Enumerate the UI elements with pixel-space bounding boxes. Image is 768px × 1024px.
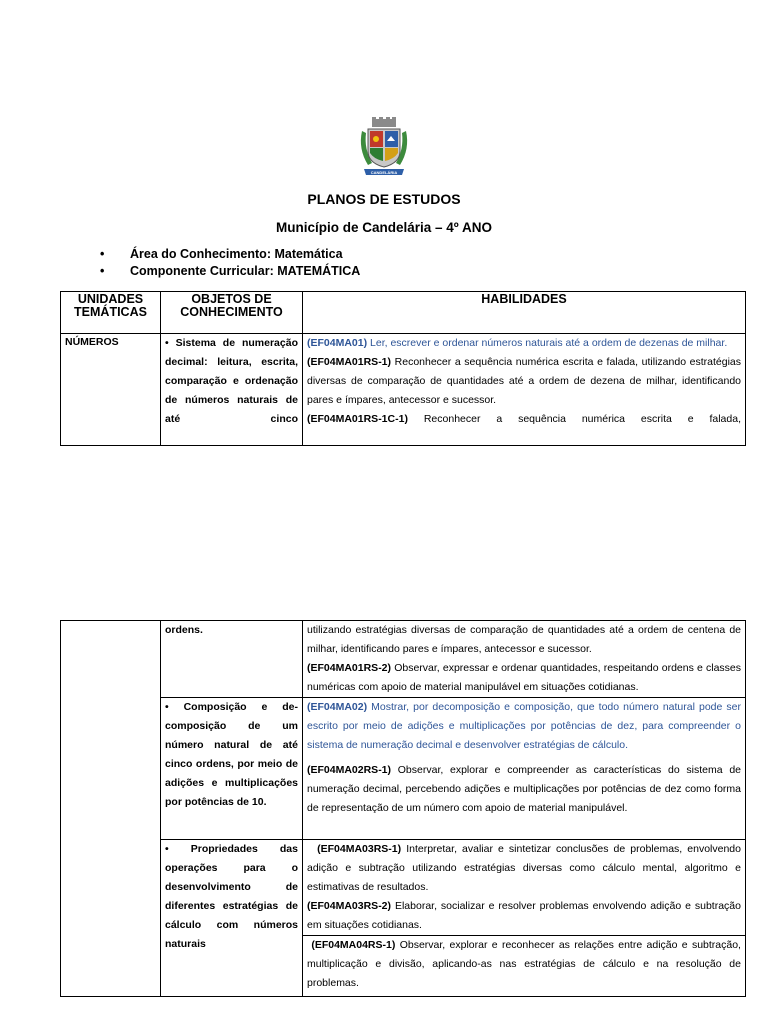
unit-cell: NÚMEROS: [61, 334, 161, 446]
object-cell: [161, 334, 303, 446]
curriculum-table-page1: [60, 291, 746, 446]
table-row: [61, 840, 746, 997]
skill-ef04ma01rs-1c-1: (EF04MA01RS-1C-1) Reconhecer a sequência numérica escrita e falada,: [307, 413, 741, 425]
skill-ef04ma03rs-2: (EF04MA03RS-2) Elaborar, socializar e resolver problemas envolvendo adição e subtração em situações cotidianas.: [307, 900, 741, 931]
skills-cell: [303, 840, 746, 997]
object-text: • Composição e de- composição de um número natural de até cinco ordens, por meio de adições e multiplicações por potências de 10.: [165, 701, 298, 808]
info-list: [100, 246, 360, 280]
page-subtitle: Município de Candelária – 4º ANO: [276, 220, 492, 235]
skill-ef04ma04rs-1: (EF04MA04RS-1) Observar, explorar e reconhecer as relações entre adição e subtração, multiplicação e divisão, aplicando-as nas estratégias de cálculo e na resolução de problemas.: [307, 939, 741, 989]
object-text: • Propriedades das operações para o desenvolvimento de diferentes estratégias de cálculo com números naturais: [165, 843, 298, 950]
skills-cell: [303, 621, 746, 698]
table-row: [61, 621, 746, 698]
table-row: [61, 334, 746, 446]
skill-ef04ma01rs-2: (EF04MA01RS-2) Observar, expressar e ordenar quantidades, respeitando ordens e classes numéricas com apoio de material manipulável em situações cotidianas.: [307, 662, 742, 693]
table-row: [61, 698, 746, 840]
object-cell-continued: [161, 621, 303, 698]
crest-banner-text: CANDELÁRIA: [370, 170, 398, 175]
curriculum-table-page2: [60, 620, 746, 997]
skills-cell: [303, 698, 746, 840]
skills-cell: [303, 334, 746, 446]
info-item-component: • Componente Curricular: MATEMÁTICA: [100, 264, 361, 278]
unit-cell-continued: [61, 621, 161, 997]
info-item-area: • Área do Conhecimento: Matemática: [100, 247, 343, 261]
skill-ef04ma02rs-1: (EF04MA02RS-1) Observar, explorar e compreender as características do sistema de numeração decimal, percebendo adições e multiplicações por potências de dez como forma de representação de um número com apoio de material manipulável.: [307, 764, 742, 814]
table-header-row: [61, 292, 746, 334]
municipal-coat-of-arms: [358, 117, 410, 179]
skill-ef04ma01rs-1: (EF04MA01RS-1) Reconhecer a sequência numérica escrita e falada, utilizando estratégias diversas de comparação de quantidades até a ordem de dezena de milhar, identificando pares e ímpares, antecessor e sucessor.: [307, 356, 741, 406]
skill-ef04ma01rs-1c-1-continued: utilizando estratégias diversas de comparação de quantidades até a ordem de centena de milhar, identificando pares e ímpares, antecessor e sucessor.: [307, 624, 741, 655]
page-title: PLANOS DE ESTUDOS: [307, 191, 461, 207]
skill-ef04ma03rs-1: (EF04MA03RS-1) Interpretar, avaliar e sintetizar conclusões de problemas, envolvendo adição e subtração utilizando estratégias diversas como cálculo mental, algoritmo e estimativas de resultados.: [307, 843, 741, 893]
object-cell: [161, 698, 303, 840]
object-cell: [161, 840, 303, 997]
skill-ef04ma02: (EF04MA02) Mostrar, por decomposição e composição, que todo número natural pode ser escrito por meio de adições e multiplicações por potências de dez, para compreender o sistema de numeração decimal e desenvolver estratégias de cálculo.: [307, 701, 741, 751]
header-unidades: UNIDADES TEMÁTICAS: [61, 292, 161, 334]
header-objetos: OBJETOS DE CONHECIMENTO: [161, 292, 303, 334]
header-habilidades: HABILIDADES: [303, 292, 746, 334]
skill-ef04ma01: (EF04MA01) Ler, escrever e ordenar números naturais até a ordem de dezenas de milhar.: [307, 337, 728, 349]
object-text: • Sistema de numeração decimal: leitura, escrita, comparação e ordenação de números naturais de até cinco: [165, 337, 298, 425]
object-text: ordens.: [165, 624, 203, 636]
